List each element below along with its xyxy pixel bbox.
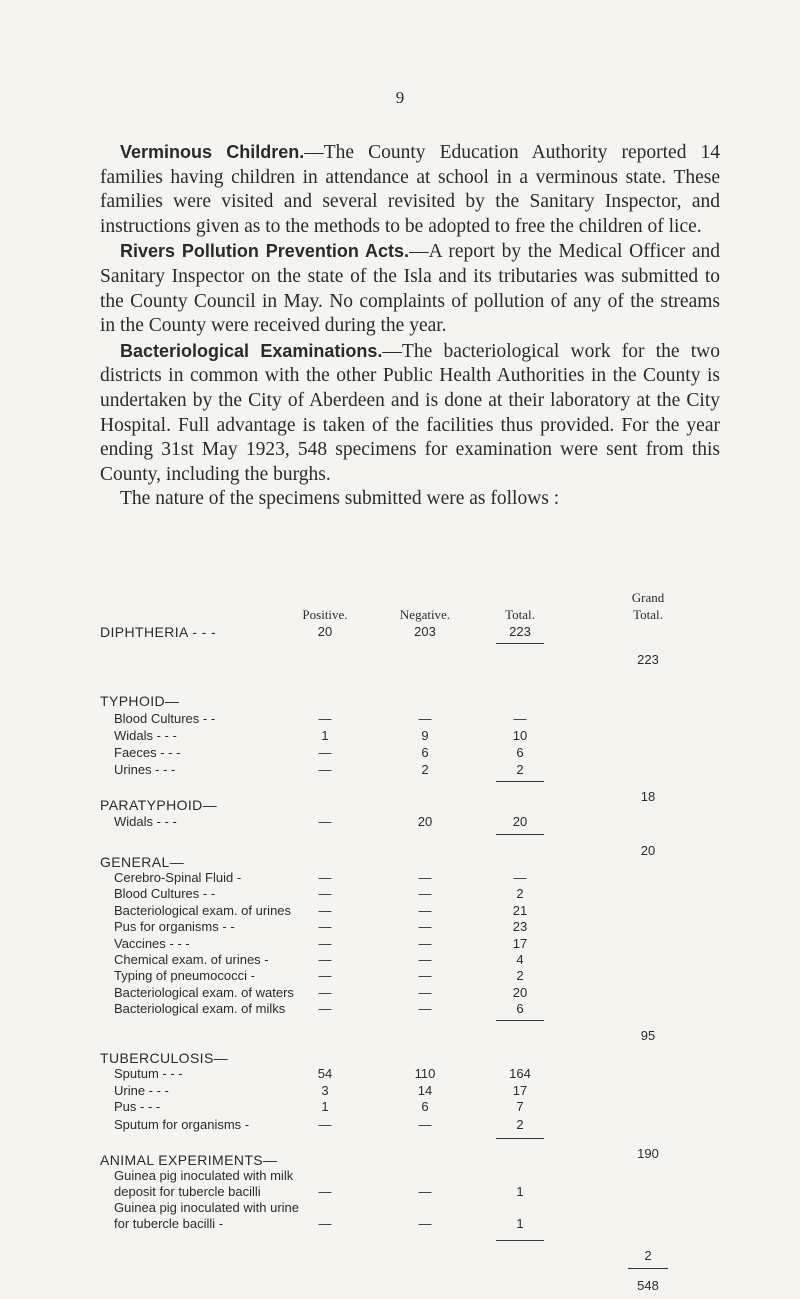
header-positive: Positive. <box>302 607 348 622</box>
header-grand-2: Total. <box>633 607 663 622</box>
row-label: Guinea pig inoculated with urine <box>114 1200 300 1215</box>
cell-total: 1 <box>516 1184 524 1199</box>
cell-negative: — <box>418 870 432 885</box>
paragraph-rivers: Rivers Pollution Prevention Acts.—A report by the Medical Officer and Sanitary Inspector on the state of the Isla and its tributaries was submitted to the County Council in May. No complaints of pollution of any of the streams in the County were received during the year. <box>100 241 720 337</box>
row-label: Pus - - - <box>114 1099 161 1114</box>
section-title: ANIMAL EXPERIMENTS— <box>100 1152 278 1168</box>
cell-positive: — <box>318 936 332 951</box>
row-label: Chemical exam. of urines - <box>114 952 269 967</box>
paragraph-nature: The nature of the specimens submitted were as follows : <box>120 488 560 510</box>
cell-positive: — <box>318 1117 332 1132</box>
cell-total: 4 <box>516 952 524 967</box>
row-label: Cerebro-Spinal Fluid - <box>114 870 242 885</box>
cell-negative: 6 <box>421 745 429 760</box>
section-title: TUBERCULOSIS— <box>100 1050 229 1066</box>
cell-total: 6 <box>516 745 524 760</box>
cell-positive: — <box>318 1184 332 1199</box>
cell-negative: 9 <box>421 728 429 743</box>
row-label: Typing of pneumococci - <box>114 968 255 983</box>
cell-total: 2 <box>516 1117 524 1132</box>
total-rule <box>496 834 544 835</box>
cell-total: 20 <box>512 985 528 1000</box>
cell-negative: 20 <box>417 814 433 829</box>
header-grand-1: Grand <box>631 590 665 605</box>
cell-negative: — <box>418 968 432 983</box>
cell-positive: — <box>318 870 332 885</box>
cell-positive: — <box>318 952 332 967</box>
row-label: Blood Cultures - - <box>114 886 216 901</box>
header-total: Total. <box>505 607 535 622</box>
section-title: DIPHTHERIA - - - <box>100 624 217 640</box>
header-negative: Negative. <box>399 607 451 622</box>
paragraph-bacteriological: Bacteriological Examinations.—The bacteriological work for the two districts in common with the other Public Health Authorities in the County is undertaken by the City of Aberdeen and is done at their laboratory at the City Hospital. Full advantage is taken of the facilities thus provided. For the year ending 31st May 1923, 548 specimens for examination were sent from this County, including the burghs. <box>100 340 721 485</box>
cell-total: 10 <box>512 728 528 743</box>
cell-negative: — <box>418 985 432 1000</box>
cell-negative: 110 <box>414 1066 436 1081</box>
page-number: 9 <box>395 88 405 107</box>
cell-positive: 3 <box>321 1083 329 1098</box>
cell-positive: — <box>318 711 332 726</box>
row-label: Urines - - - <box>114 762 176 777</box>
row-label: Bacteriological exam. of urines <box>114 903 292 918</box>
heading-bacteriological: Bacteriological Examinations. <box>120 340 383 361</box>
section-title: GENERAL— <box>100 854 185 870</box>
row-label: Widals - - - <box>114 728 177 743</box>
cell-positive: — <box>318 814 332 829</box>
cell-positive: — <box>318 985 332 1000</box>
row-label: Sputum - - - <box>114 1066 183 1081</box>
cell-positive: — <box>318 919 332 934</box>
cell-grand-total: 2 <box>644 1248 652 1263</box>
row-label: Faeces - - - <box>114 745 181 760</box>
cell-negative: — <box>418 936 432 951</box>
cell-positive: 20 <box>317 624 333 639</box>
row-label: for tubercle bacilli - <box>114 1216 224 1231</box>
cell-positive: 1 <box>321 728 329 743</box>
total-rule <box>496 1020 544 1021</box>
cell-grand-total: 223 <box>637 652 659 667</box>
cell-grand-total: 20 <box>640 843 656 858</box>
heading-rivers: Rivers Pollution Prevention Acts. <box>120 241 410 262</box>
row-label: Urine - - - <box>114 1083 169 1098</box>
row-label: Bacteriological exam. of waters <box>114 985 294 1000</box>
overall-total: 548 <box>637 1278 659 1293</box>
total-rule <box>496 781 544 782</box>
cell-positive: 1 <box>321 1099 329 1114</box>
cell-total: 2 <box>516 968 524 983</box>
cell-negative: — <box>418 886 432 901</box>
cell-total: 7 <box>516 1099 524 1114</box>
cell-positive: — <box>318 968 332 983</box>
cell-total: — <box>513 711 527 726</box>
cell-total: 21 <box>512 903 528 918</box>
cell-negative: — <box>418 952 432 967</box>
cell-total: 1 <box>516 1216 524 1231</box>
cell-total: 6 <box>516 1001 524 1016</box>
cell-total: — <box>513 870 527 885</box>
cell-positive: — <box>318 745 332 760</box>
cell-positive: — <box>318 903 332 918</box>
row-label: Vaccines - - - <box>114 936 190 951</box>
cell-negative: 203 <box>414 624 436 639</box>
total-rule <box>496 1138 544 1139</box>
row-label: Widals - - - <box>114 814 177 829</box>
cell-total: 223 <box>509 624 531 639</box>
section-title: TYPHOID— <box>100 693 180 709</box>
heading-verminous: Verminous Children. <box>120 142 305 162</box>
cell-total: 23 <box>512 919 528 934</box>
cell-grand-total: 18 <box>640 789 656 804</box>
paragraph-verminous: Verminous Children.—The County Education Authority reported 14 families having children in attendance at school in a verminous state. These families were visited and several revisited by the Sanitary Inspector, and instructions given as to the methods to be adopted to free the children of lice. <box>100 142 720 237</box>
grand-total-rule <box>628 1268 668 1269</box>
section-title: PARATYPHOID— <box>100 797 218 813</box>
row-label: Bacteriological exam. of milks <box>114 1001 286 1016</box>
cell-negative: — <box>418 919 432 934</box>
row-label: Sputum for organisms - <box>114 1117 250 1132</box>
cell-total: 2 <box>516 886 524 901</box>
cell-total: 17 <box>512 936 528 951</box>
cell-grand-total: 95 <box>640 1028 656 1043</box>
cell-negative: — <box>418 903 432 918</box>
total-rule <box>496 1240 544 1241</box>
cell-negative: — <box>418 1117 432 1132</box>
total-rule <box>496 643 544 644</box>
row-label: Guinea pig inoculated with milk <box>114 1168 294 1183</box>
cell-negative: — <box>418 1184 432 1199</box>
cell-total: 164 <box>509 1066 531 1081</box>
cell-negative: — <box>418 1001 432 1016</box>
cell-positive: — <box>318 886 332 901</box>
cell-total: 17 <box>512 1083 528 1098</box>
row-label: deposit for tubercle bacilli <box>114 1184 261 1199</box>
cell-total: 20 <box>512 814 528 829</box>
row-label: Pus for organisms - - <box>114 919 235 934</box>
cell-positive: — <box>318 1001 332 1016</box>
cell-positive: — <box>318 762 332 777</box>
cell-negative: 14 <box>417 1083 433 1098</box>
cell-positive: 54 <box>317 1066 333 1081</box>
row-label: Blood Cultures - - <box>114 711 216 726</box>
cell-negative: 6 <box>421 1099 429 1114</box>
cell-total: 2 <box>516 762 524 777</box>
cell-negative: 2 <box>421 762 429 777</box>
cell-grand-total: 190 <box>637 1146 659 1161</box>
cell-positive: — <box>318 1216 332 1231</box>
cell-negative: — <box>418 1216 432 1231</box>
cell-negative: — <box>418 711 432 726</box>
